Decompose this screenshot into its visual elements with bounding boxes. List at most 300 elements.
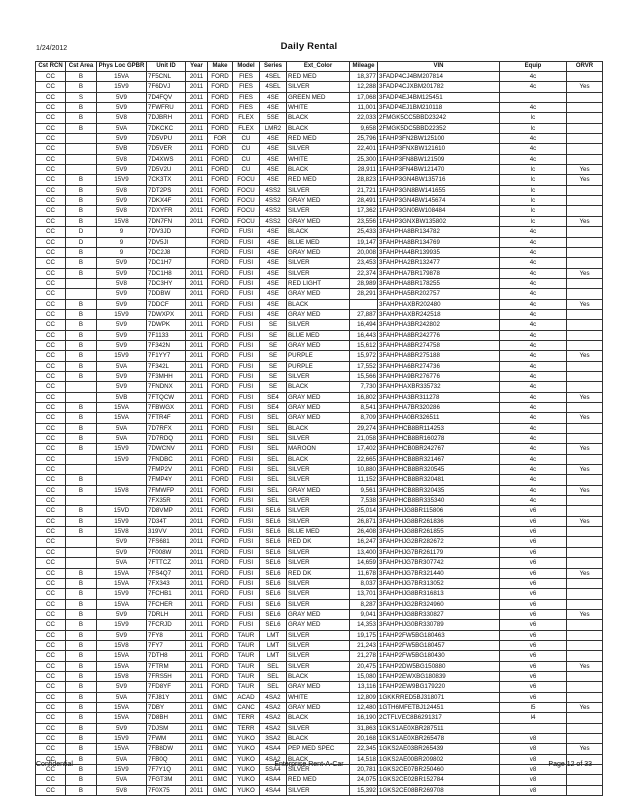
table-cell: FORD — [208, 82, 233, 92]
table-cell: FORD — [208, 403, 233, 413]
table-row — [36, 403, 603, 413]
table-cell: 4c — [500, 382, 567, 392]
table-row — [36, 165, 603, 175]
table-cell: B — [66, 568, 97, 578]
table-cell: BLACK — [287, 123, 350, 133]
table-cell: GMC — [208, 713, 233, 723]
table-cell: B — [66, 609, 97, 619]
table-cell: 4c — [500, 392, 567, 402]
table-cell: SEL6 — [260, 516, 287, 526]
table-cell: BLACK — [287, 423, 350, 433]
table-cell: FUSI — [233, 330, 260, 340]
table-row — [36, 103, 603, 113]
table-cell: 5V9 — [97, 299, 147, 309]
column-header: Cst Area — [66, 62, 97, 72]
table-cell: 2011 — [186, 547, 208, 557]
table-cell: 7FD8YF — [147, 682, 186, 692]
table-cell: 5VA — [97, 434, 147, 444]
table-cell: FORD — [208, 330, 233, 340]
table-cell: 15VA — [97, 599, 147, 609]
table-cell: B — [66, 754, 97, 764]
table-cell: FUSI — [233, 258, 260, 268]
table-cell: FUSI — [233, 361, 260, 371]
table-cell: FORD — [208, 227, 233, 237]
table-cell: 5V9 — [97, 134, 147, 144]
table-cell: CC — [36, 454, 66, 464]
table-cell: lc — [500, 216, 567, 226]
table-cell: 1GKKRRED5BJ318071 — [378, 692, 500, 702]
table-cell: 2011 — [186, 82, 208, 92]
table-cell: 1GKS1AE0XBR265478 — [378, 734, 500, 744]
table-cell: FORD — [208, 589, 233, 599]
table-cell: 4c — [500, 237, 567, 247]
table-cell: 2011 — [186, 320, 208, 330]
table-cell: 4SA2 — [260, 723, 287, 733]
table-cell: 7DC3HY — [147, 278, 186, 288]
table-cell: CC — [36, 289, 66, 299]
table-cell: 3FAHPHJG8BR316813 — [378, 589, 500, 599]
table-cell: v6 — [500, 640, 567, 650]
table-cell: 2011 — [186, 403, 208, 413]
table-cell: SE — [260, 340, 287, 350]
table-cell: 5SA4 — [260, 765, 287, 775]
table-cell: FORD — [208, 113, 233, 123]
table-cell: 2011 — [186, 702, 208, 712]
table-cell — [567, 340, 603, 350]
table-cell: 19,147 — [350, 237, 378, 247]
table-cell: FUSI — [233, 454, 260, 464]
table-cell: 2011 — [186, 413, 208, 423]
table-cell: 2011 — [186, 516, 208, 526]
table-cell: 15VA — [97, 403, 147, 413]
table-cell: CC — [36, 671, 66, 681]
table-cell: v6 — [500, 682, 567, 692]
table-cell: B — [66, 299, 97, 309]
table-cell: TAUR — [233, 671, 260, 681]
table-cell: 3FAHPHJG7BR321440 — [378, 568, 500, 578]
table-cell: 319VV — [147, 527, 186, 537]
table-cell: 7F0X75 — [147, 785, 186, 795]
table-cell: BLUE MED — [287, 330, 350, 340]
table-cell: B — [66, 485, 97, 495]
table-cell: 2011 — [186, 216, 208, 226]
table-row — [36, 278, 603, 288]
table-cell: CC — [36, 82, 66, 92]
table-cell: 2011 — [186, 175, 208, 185]
table-cell: v6 — [500, 589, 567, 599]
table-cell: FORD — [208, 92, 233, 102]
table-cell: 14,353 — [350, 620, 378, 630]
table-cell — [66, 454, 97, 464]
table-cell: 7DWXPX — [147, 309, 186, 319]
table-cell — [500, 92, 567, 102]
table-cell — [567, 320, 603, 330]
table-row — [36, 72, 603, 82]
table-cell: 1FAHP2DW5BG150880 — [378, 661, 500, 671]
table-cell: FORD — [208, 413, 233, 423]
table-cell: B — [66, 444, 97, 454]
table-cell — [66, 392, 97, 402]
table-cell: B — [66, 640, 97, 650]
table-row — [36, 423, 603, 433]
table-cell: 16,443 — [350, 330, 378, 340]
table-cell: SE4 — [260, 403, 287, 413]
table-cell: Yes — [567, 485, 603, 495]
table-cell: 2011 — [186, 340, 208, 350]
table-cell: Yes — [567, 299, 603, 309]
table-cell: 4c — [500, 423, 567, 433]
table-cell: 2011 — [186, 630, 208, 640]
table-cell: 2011 — [186, 475, 208, 485]
table-cell: FUSI — [233, 268, 260, 278]
table-cell: 5VA — [97, 754, 147, 764]
table-cell: CC — [36, 123, 66, 133]
table-cell: 4c — [500, 361, 567, 371]
table-cell: FORD — [208, 661, 233, 671]
table-cell: 5VA — [97, 775, 147, 785]
table-cell: 8,541 — [350, 403, 378, 413]
table-cell: FORD — [208, 423, 233, 433]
table-cell: lc — [500, 206, 567, 216]
table-cell: BLUE MED — [287, 237, 350, 247]
table-cell: CC — [36, 599, 66, 609]
table-cell: 15VA — [97, 651, 147, 661]
table-cell: 19,175 — [350, 630, 378, 640]
table-cell: B — [66, 123, 97, 133]
table-cell: 4SA2 — [260, 754, 287, 764]
table-cell: FLEX — [233, 113, 260, 123]
table-cell: FORD — [208, 444, 233, 454]
table-cell — [567, 651, 603, 661]
table-cell: CC — [36, 516, 66, 526]
table-cell: B — [66, 692, 97, 702]
table-cell: 3FAHPHA3BR242802 — [378, 320, 500, 330]
table-cell: Yes — [567, 609, 603, 619]
table-cell: FORD — [208, 320, 233, 330]
table-cell: 2011 — [186, 423, 208, 433]
table-cell: FUSI — [233, 278, 260, 288]
table-cell: FORD — [208, 175, 233, 185]
table-cell: B — [66, 671, 97, 681]
table-cell: TAUR — [233, 651, 260, 661]
table-cell: 5V9 — [97, 723, 147, 733]
table-cell: 4SE — [260, 299, 287, 309]
table-cell: Yes — [567, 165, 603, 175]
table-cell: 7D4FQV — [147, 92, 186, 102]
table-cell: 3FAHPHCB8BR320435 — [378, 485, 500, 495]
table-row — [36, 82, 603, 92]
table-cell: 1FAHP3FNXBW121610 — [378, 144, 500, 154]
table-cell: 17,402 — [350, 444, 378, 454]
table-cell: 7DC1H7 — [147, 258, 186, 268]
table-cell: SEL6 — [260, 578, 287, 588]
table-cell: BLACK — [287, 382, 350, 392]
table-cell: B — [66, 196, 97, 206]
table-cell: 15VA — [97, 713, 147, 723]
table-cell: FOCU — [233, 206, 260, 216]
table-cell: 2011 — [186, 268, 208, 278]
table-cell: 7FRS5H — [147, 671, 186, 681]
table-cell: 7F008W — [147, 547, 186, 557]
table-cell: v6 — [500, 547, 567, 557]
table-cell: FORD — [208, 351, 233, 361]
table-cell: CC — [36, 134, 66, 144]
table-cell: 10,880 — [350, 465, 378, 475]
table-cell: LMR2 — [260, 123, 287, 133]
table-cell: FORD — [208, 506, 233, 516]
table-cell: v6 — [500, 599, 567, 609]
table-cell: FORD — [208, 630, 233, 640]
column-header: Year — [186, 62, 208, 72]
table-cell: D — [66, 227, 97, 237]
table-cell: FORD — [208, 278, 233, 288]
table-row — [36, 537, 603, 547]
table-cell: SILVER — [287, 144, 350, 154]
column-header: Cst RCN — [36, 62, 66, 72]
table-cell: B — [66, 630, 97, 640]
table-row — [36, 382, 603, 392]
table-cell: SILVER — [287, 516, 350, 526]
table-cell: 8,037 — [350, 578, 378, 588]
table-cell: 5VA — [97, 692, 147, 702]
table-cell: SILVER — [287, 320, 350, 330]
table-cell: FORD — [208, 434, 233, 444]
table-cell: 7FCHB1 — [147, 589, 186, 599]
column-header: Unit ID — [147, 62, 186, 72]
table-row — [36, 413, 603, 423]
table-cell: 5VA — [97, 423, 147, 433]
table-cell: MAROON — [287, 444, 350, 454]
table-cell: 16,494 — [350, 320, 378, 330]
table-cell: YUKO — [233, 744, 260, 754]
table-cell: CC — [36, 434, 66, 444]
table-cell — [66, 144, 97, 154]
table-cell: CC — [36, 475, 66, 485]
table-cell: 15V8 — [97, 485, 147, 495]
table-cell: ACAD — [233, 692, 260, 702]
table-row — [36, 527, 603, 537]
table-cell: GMC — [208, 775, 233, 785]
table-cell: 5V9 — [97, 537, 147, 547]
table-cell: 1GTH6MFETBJ124451 — [378, 702, 500, 712]
table-cell — [186, 247, 208, 257]
table-cell: 2011 — [186, 785, 208, 795]
table-cell: 2011 — [186, 434, 208, 444]
table-cell: CC — [36, 361, 66, 371]
table-cell: CC — [36, 196, 66, 206]
table-cell: B — [66, 413, 97, 423]
table-row — [36, 723, 603, 733]
table-cell: B — [66, 506, 97, 516]
table-cell: 2011 — [186, 113, 208, 123]
table-cell: YUKO — [233, 775, 260, 785]
table-cell: GMC — [208, 765, 233, 775]
table-cell: Yes — [567, 216, 603, 226]
table-cell: FORD — [208, 620, 233, 630]
table-cell: PURPLE — [287, 361, 350, 371]
table-cell: 7F1133 — [147, 330, 186, 340]
table-cell: 3FAHPHA6BR274736 — [378, 361, 500, 371]
table-cell: 7FX343 — [147, 578, 186, 588]
table-cell: SILVER — [287, 578, 350, 588]
table-cell: FUSI — [233, 423, 260, 433]
table-cell: 15V8 — [97, 671, 147, 681]
table-cell: Yes — [567, 465, 603, 475]
table-cell: 2011 — [186, 330, 208, 340]
table-cell: 4c — [500, 289, 567, 299]
table-cell: CC — [36, 237, 66, 247]
table-cell: 15V9 — [97, 620, 147, 630]
table-cell: FOCU — [233, 216, 260, 226]
table-cell: SE — [260, 320, 287, 330]
table-cell: FUSI — [233, 237, 260, 247]
table-cell: SEL6 — [260, 568, 287, 578]
table-cell: 4SE — [260, 289, 287, 299]
table-cell: TAUR — [233, 661, 260, 671]
table-cell: 5V9 — [97, 382, 147, 392]
table-cell: FORD — [208, 599, 233, 609]
table-cell: 2011 — [186, 527, 208, 537]
column-header: Equip — [500, 62, 567, 72]
table-cell: FORD — [208, 454, 233, 464]
table-cell: CC — [36, 320, 66, 330]
table-row — [36, 713, 603, 723]
table-cell: CC — [36, 185, 66, 195]
table-cell: BLACK — [287, 299, 350, 309]
table-cell: 4SE — [260, 278, 287, 288]
table-cell: LMT — [260, 651, 287, 661]
table-cell — [567, 423, 603, 433]
table-row — [36, 196, 603, 206]
table-cell: 15,080 — [350, 671, 378, 681]
table-cell: CC — [36, 775, 66, 785]
table-cell: 7FTTCZ — [147, 558, 186, 568]
table-cell: GRAY MED — [287, 682, 350, 692]
table-cell: SILVER — [287, 434, 350, 444]
table-cell: WHITE — [287, 692, 350, 702]
table-cell — [66, 465, 97, 475]
table-row — [36, 599, 603, 609]
table-cell: FUSI — [233, 475, 260, 485]
table-cell: SEL6 — [260, 527, 287, 537]
table-cell: FORD — [208, 185, 233, 195]
table-cell: 4SE — [260, 258, 287, 268]
table-cell: 3FAHPHA4BR139935 — [378, 247, 500, 257]
table-cell: FORD — [208, 289, 233, 299]
table-cell — [66, 547, 97, 557]
table-row — [36, 216, 603, 226]
table-cell: 3SA2 — [260, 734, 287, 744]
table-row — [36, 113, 603, 123]
table-cell: 24,075 — [350, 775, 378, 785]
table-cell — [567, 589, 603, 599]
table-cell: Yes — [567, 413, 603, 423]
table-row — [36, 785, 603, 795]
table-cell: 2011 — [186, 72, 208, 82]
table-cell: SILVER — [287, 640, 350, 650]
table-cell: SILVER — [287, 651, 350, 661]
table-cell: 2011 — [186, 485, 208, 495]
table-cell: 13,116 — [350, 682, 378, 692]
table-cell: GRAY MED — [287, 413, 350, 423]
table-cell: TERR — [233, 713, 260, 723]
table-cell: 29,274 — [350, 423, 378, 433]
table-cell: 7FB0Q — [147, 754, 186, 764]
table-cell: 5V9 — [97, 268, 147, 278]
table-cell: BLACK — [287, 165, 350, 175]
table-cell: CC — [36, 630, 66, 640]
table-cell: 7D8VMP — [147, 506, 186, 516]
table-cell: B — [66, 516, 97, 526]
table-cell: lc — [500, 185, 567, 195]
table-cell: 2011 — [186, 537, 208, 547]
table-cell: 5V9 — [97, 330, 147, 340]
table-cell: 4c — [500, 444, 567, 454]
table-cell: FUSI — [233, 568, 260, 578]
table-cell — [567, 72, 603, 82]
table-row — [36, 330, 603, 340]
table-cell: 2FMGK5DC5BBD22352 — [378, 123, 500, 133]
table-cell: 11,001 — [350, 103, 378, 113]
table-cell — [567, 134, 603, 144]
table-cell: SEL6 — [260, 599, 287, 609]
table-cell: CC — [36, 227, 66, 237]
table-cell: 2011 — [186, 154, 208, 164]
table-cell — [567, 434, 603, 444]
table-cell: 5V9 — [97, 371, 147, 381]
table-cell: CC — [36, 744, 66, 754]
table-cell: 4SE — [260, 247, 287, 257]
table-row — [36, 351, 603, 361]
table-cell: CC — [36, 692, 66, 702]
table-cell: FUSI — [233, 413, 260, 423]
table-row — [36, 289, 603, 299]
table-cell: 27,887 — [350, 309, 378, 319]
table-cell: CC — [36, 392, 66, 402]
table-cell: 3FAHPHA2BR132477 — [378, 258, 500, 268]
table-cell: 1FAHP2FW5BG180463 — [378, 630, 500, 640]
table-cell: CC — [36, 309, 66, 319]
table-cell: YUKO — [233, 754, 260, 764]
table-cell: 7D4XWS — [147, 154, 186, 164]
table-row — [36, 775, 603, 785]
table-cell: 5V9 — [97, 320, 147, 330]
table-cell — [567, 237, 603, 247]
table-cell — [567, 496, 603, 506]
table-cell — [66, 165, 97, 175]
table-cell: FORD — [208, 382, 233, 392]
table-cell: 2011 — [186, 661, 208, 671]
table-cell — [66, 558, 97, 568]
table-cell: CC — [36, 403, 66, 413]
table-cell — [567, 330, 603, 340]
table-cell: TERR — [233, 723, 260, 733]
column-header: Model — [233, 62, 260, 72]
table-cell: 16,190 — [350, 713, 378, 723]
table-cell: FUSI — [233, 392, 260, 402]
table-cell — [567, 785, 603, 795]
table-cell: lc — [500, 196, 567, 206]
table-cell: 12,480 — [350, 702, 378, 712]
table-cell: SILVER — [287, 371, 350, 381]
table-row — [36, 578, 603, 588]
table-cell: FORD — [208, 144, 233, 154]
table-cell: v8 — [500, 775, 567, 785]
table-cell: CC — [36, 371, 66, 381]
table-cell: PEP MED SPEC — [287, 744, 350, 754]
table-cell: RED MED — [287, 175, 350, 185]
table-cell: CC — [36, 785, 66, 795]
